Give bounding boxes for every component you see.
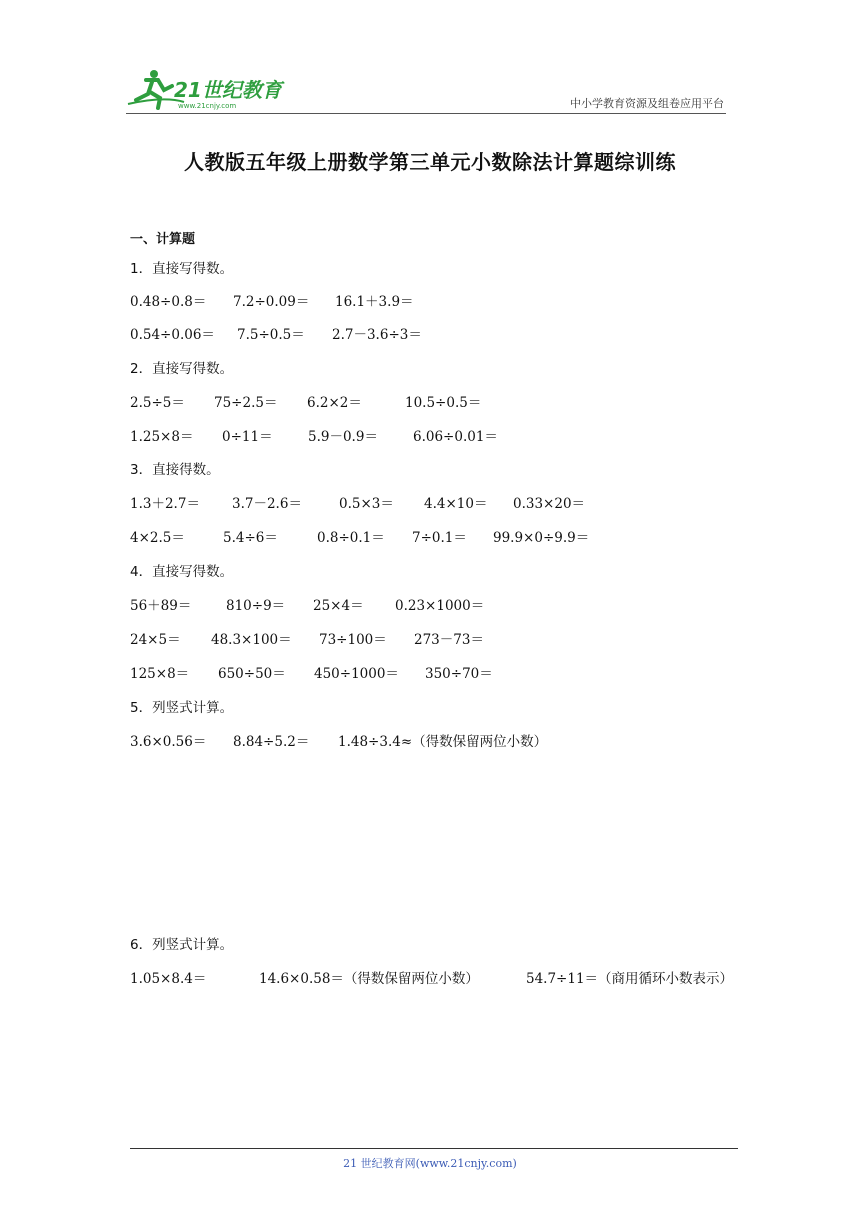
header-divider (126, 113, 726, 114)
question-1-row-1 (0, 290, 860, 310)
expression: 16.1＋3.9＝ (335, 294, 414, 310)
expression: 54.7÷11＝（商用循环小数表示） (526, 971, 734, 987)
question-4-row-3 (0, 662, 860, 682)
question-3-row-1 (0, 492, 860, 512)
expression: 0.23×1000＝ (395, 598, 485, 614)
expression: 75÷2.5＝ (214, 395, 278, 411)
question-5-row-1 (0, 730, 860, 750)
question-3-label: 3．直接得数。 (130, 462, 220, 478)
question-6-label: 6．列竖式计算。 (130, 937, 234, 953)
expression: 0.33×20＝ (513, 496, 586, 512)
expression: 350÷70＝ (425, 666, 493, 682)
footer-divider (130, 1148, 738, 1149)
expression: 6.2×2＝ (307, 395, 362, 411)
question-1-row-2 (0, 323, 860, 343)
expression: 1.25×8＝ (130, 429, 194, 445)
expression: 3.7－2.6＝ (232, 496, 302, 512)
expression: 99.9×0÷9.9＝ (493, 530, 590, 546)
question-4-row-2 (0, 628, 860, 648)
footer-link[interactable]: 21 世纪教育网(www.21cnjy.com) (343, 1157, 517, 1170)
question-4-label: 4．直接写得数。 (130, 564, 234, 580)
expression: 56＋89＝ (130, 598, 192, 614)
expression: 125×8＝ (130, 666, 190, 682)
expression: 1.05×8.4＝ (130, 971, 207, 987)
expression: 450÷1000＝ (314, 666, 399, 682)
expression: 5.4÷6＝ (223, 530, 278, 546)
question-2-label: 2．直接写得数。 (130, 361, 234, 377)
expression: 810÷9＝ (226, 598, 286, 614)
logo (124, 66, 294, 112)
expression: 7÷0.1＝ (412, 530, 467, 546)
expression: 7.5÷0.5＝ (237, 327, 305, 343)
expression: 25×4＝ (313, 598, 364, 614)
expression: 0.8÷0.1＝ (317, 530, 385, 546)
expression: 0.48÷0.8＝ (130, 294, 207, 310)
question-3-row-2 (0, 526, 860, 546)
expression: 1.48÷3.4≈（得数保留两位小数） (338, 734, 548, 750)
expression: 0.5×3＝ (339, 496, 394, 512)
question-2-row-1 (0, 391, 860, 411)
expression: 73÷100＝ (319, 632, 387, 648)
expression: 8.84÷5.2＝ (233, 734, 310, 750)
logo-text: 21世纪教育 (174, 78, 282, 102)
question-6-row-1 (0, 967, 860, 987)
expression: 24×5＝ (130, 632, 181, 648)
expression: 48.3×100＝ (211, 632, 292, 648)
expression: 2.7－3.6÷3＝ (332, 327, 422, 343)
expression: 10.5÷0.5＝ (405, 395, 482, 411)
section-title: 一、计算题 (130, 232, 196, 247)
expression: 14.6×0.58＝（得数保留两位小数） (259, 971, 479, 987)
expression: 273－73＝ (414, 632, 484, 648)
expression: 0.54÷0.06＝ (130, 327, 215, 343)
expression: 3.6×0.56＝ (130, 734, 207, 750)
question-5-label: 5．列竖式计算。 (130, 700, 234, 716)
question-2-row-2 (0, 425, 860, 445)
expression: 650÷50＝ (218, 666, 286, 682)
expression: 4.4×10＝ (424, 496, 488, 512)
document-title: 人教版五年级上册数学第三单元小数除法计算题综训练 (184, 150, 676, 174)
expression: 1.3＋2.7＝ (130, 496, 200, 512)
question-1-label: 1．直接写得数。 (130, 261, 234, 277)
expression: 0÷11＝ (222, 429, 273, 445)
expression: 5.9－0.9＝ (308, 429, 378, 445)
question-4-row-1 (0, 594, 860, 614)
expression: 4×2.5＝ (130, 530, 185, 546)
header-platform-text: 中小学教育资源及组卷应用平台 (570, 97, 724, 110)
expression: 7.2÷0.09＝ (233, 294, 310, 310)
expression: 6.06÷0.01＝ (413, 429, 498, 445)
expression: 2.5÷5＝ (130, 395, 185, 411)
logo-url: www.21cnjy.com (178, 102, 237, 110)
